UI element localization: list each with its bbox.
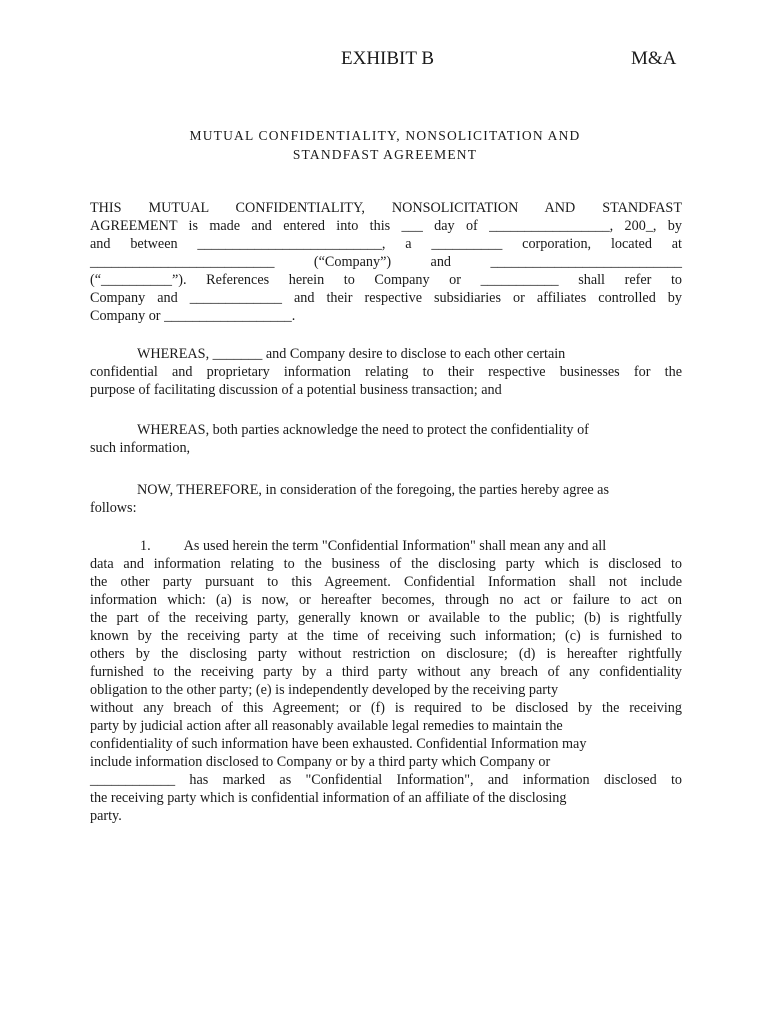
intro-line: __________________________ (“Company”) and ___________________________ — [90, 254, 682, 270]
whereas-line: WHEREAS, _______ and Company desire to disclose to each other certain — [137, 346, 566, 362]
section-1-line: furnished to the receiving party by a third party without any breach of any confidentiality — [90, 664, 682, 680]
exhibit-label: EXHIBIT B — [341, 48, 435, 69]
section-1 — [90, 537, 682, 825]
whereas-line: purpose of facilitating discussion of a potential business transaction; and — [90, 382, 502, 398]
section-1-line: others by the disclosing party without restriction on disclosure; (d) is hereafter rightfully — [90, 646, 682, 662]
intro-line: and between __________________________, a __________ corporation, located at — [90, 236, 682, 252]
section-number: 1. — [140, 538, 151, 554]
intro-line: (“__________”). References herein to Company or ___________ shall refer to — [90, 272, 682, 288]
section-1-line: party by judicial action after all reasonably available legal remedies to maintain the — [90, 718, 563, 734]
intro-paragraph — [90, 199, 682, 325]
whereas-line: confidential and proprietary information relating to their respective businesses for the — [90, 364, 682, 380]
section-1-line: the other party pursuant to this Agreement. Confidential Information shall not include — [90, 574, 682, 590]
intro-line: Company or __________________. — [90, 308, 296, 324]
section-1-line: information which: (a) is now, or hereafter becomes, through no act or failure to act on — [90, 592, 682, 608]
section-1-line: the receiving party which is confidential information of an affiliate of the disclosing — [90, 790, 567, 806]
section-1-line: confidentiality of such information have been exhausted. Confidential Information may — [90, 736, 587, 752]
section-1-line: data and information relating to the business of the disclosing party which is disclosed to — [90, 556, 682, 572]
intro-line: AGREEMENT is made and entered into this ___ day of _________________, 200_, by — [90, 218, 682, 234]
section-1-line: ____________ has marked as "Confidential Information", and information disclosed to — [90, 772, 682, 788]
section-1-line: include information disclosed to Company or by a third party which Company or — [90, 754, 551, 770]
section-1-line: the part of the receiving party, generally known or available to the public; (b) is rightfully — [90, 610, 682, 626]
section-1-line: obligation to the other party; (e) is independently developed by the receiving party — [90, 682, 559, 698]
section-1-line: without any breach of this Agreement; or (f) is required to be disclosed by the receiving — [90, 700, 682, 716]
whereas-line: such information, — [90, 440, 191, 456]
section-1-line: known by the receiving party at the time of receiving such information; (c) is furnished to — [90, 628, 682, 644]
now-therefore-paragraph — [90, 481, 682, 517]
whereas-paragraph-1 — [90, 345, 682, 399]
title-line-2: STANDFAST AGREEMENT — [292, 147, 478, 162]
now-therefore-line: NOW, THEREFORE, in consideration of the foregoing, the parties hereby agree as — [137, 482, 610, 498]
section-1-first-line — [90, 537, 682, 555]
section-1-text: As used herein the term "Confidential Information" shall mean any and all — [183, 538, 607, 554]
intro-line: Company and _____________ and their respective subsidiaries or affiliates controlled by — [90, 290, 682, 306]
intro-line: THIS MUTUAL CONFIDENTIALITY, NONSOLICITATION AND STANDFAST — [90, 200, 682, 216]
whereas-line: WHEREAS, both parties acknowledge the need to protect the confidentiality of — [137, 422, 589, 438]
exhibit-tag: M&A — [631, 48, 677, 69]
title-line-1: MUTUAL CONFIDENTIALITY, NONSOLICITATION AND — [189, 128, 581, 143]
now-therefore-line: follows: — [90, 500, 137, 516]
section-1-line: party. — [90, 808, 122, 824]
agreement-title — [90, 126, 680, 164]
whereas-paragraph-2 — [90, 421, 682, 457]
